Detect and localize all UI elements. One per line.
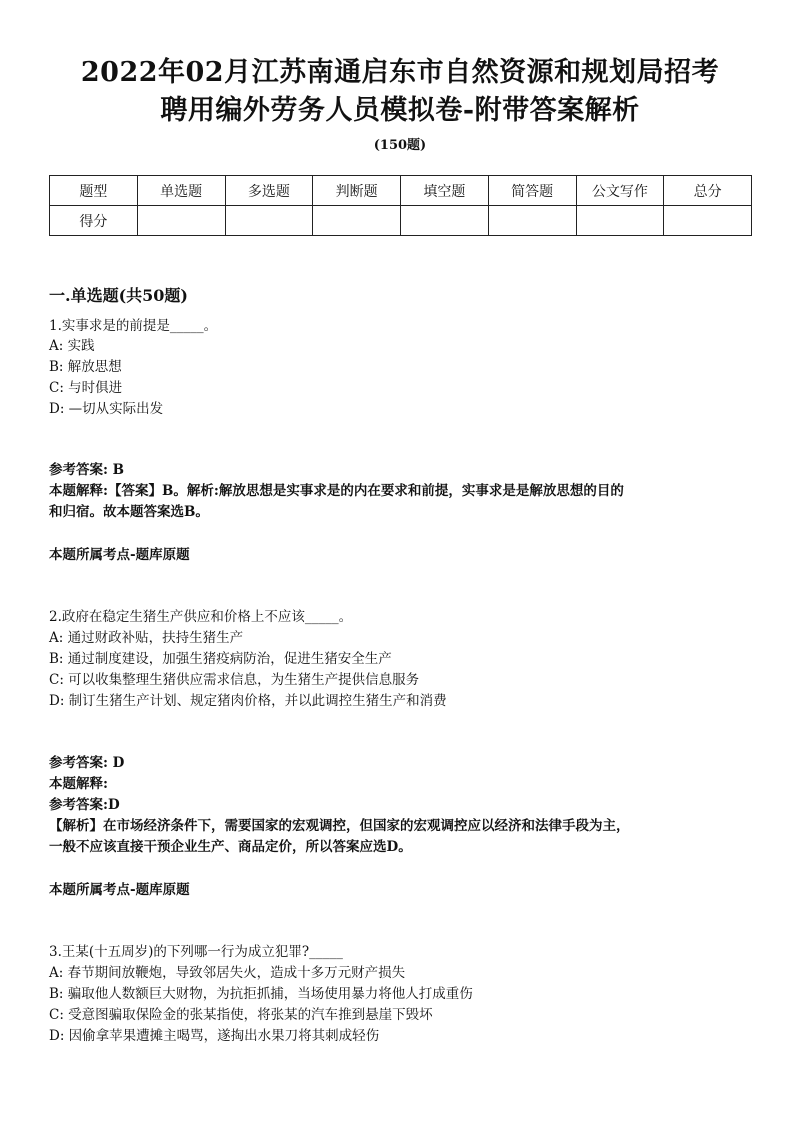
question-2-answer: 参考答案: D	[49, 755, 125, 771]
score-table-score-row	[50, 206, 752, 236]
score-table-header-row	[50, 176, 752, 206]
section-heading: 一.单选题(共50题)	[49, 286, 188, 305]
question-2-explanation: 【解析】在市场经济条件下，需要国家的宏观调控，但国家的宏观调控应以经济和法律手段为主，	[49, 818, 630, 834]
header-cell: 单选题	[137, 176, 225, 206]
header-cell: 多选题	[225, 176, 313, 206]
header-cell: 判断题	[313, 176, 401, 206]
header-cell: 公文写作	[576, 176, 664, 206]
question-2-option-c: C: 可以收集整理生猪供应需求信息，为生猪生产提供信息服务	[49, 672, 420, 688]
question-2-explanation-label: 本题解释:	[49, 776, 108, 792]
question-1-answer: 参考答案: B	[49, 462, 125, 478]
question-1-option-b: B: 解放思想	[49, 359, 122, 375]
score-cell	[225, 206, 313, 236]
question-2-answer-repeat: 参考答案:D	[49, 797, 120, 813]
question-1-option-a: A: 实践	[49, 338, 95, 354]
question-3-stem: 3.王某(十五周岁)的下列哪一行为成立犯罪?_____	[49, 944, 343, 960]
question-count: (150题)	[373, 138, 427, 153]
question-1-explanation-cont: 和归宿。故本题答案选B。	[49, 504, 209, 520]
score-cell	[576, 206, 664, 236]
header-cell: 填空题	[401, 176, 489, 206]
question-2-option-d: D: 制订生猪生产计划、规定猪肉价格，并以此调控生猪生产和消费	[49, 693, 447, 709]
page-subtitle: 聘用编外劳务人员模拟卷-附带答案解析	[160, 95, 640, 126]
question-1-explanation: 本题解释:【答案】B。解析:解放思想是实事求是的内在要求和前提，实事求是是解放思想的目的	[49, 483, 624, 499]
score-cell	[313, 206, 401, 236]
question-2-point: 本题所属考点-题库原题	[49, 882, 190, 898]
header-cell: 简答题	[488, 176, 576, 206]
score-cell	[664, 206, 752, 236]
score-table	[49, 175, 752, 236]
question-3-option-a: A: 春节期间放鞭炮，导致邻居失火，造成十多万元财产损失	[49, 965, 406, 981]
question-3-option-d: D: 因偷拿苹果遭摊主喝骂，遂掏出水果刀将其刺成轻伤	[49, 1028, 380, 1044]
question-2-option-b: B: 通过制度建设，加强生猪疫病防治，促进生猪安全生产	[49, 651, 392, 667]
score-cell	[137, 206, 225, 236]
question-3-option-c: C: 受意图骗取保险金的张某指使，将张某的汽车推到悬崖下毁坏	[49, 1007, 433, 1023]
page-title: 2022年02月江苏南通启东市自然资源和规划局招考	[80, 57, 720, 88]
question-2-option-a: A: 通过财政补贴，扶持生猪生产	[49, 630, 244, 646]
header-cell: 总分	[664, 176, 752, 206]
question-3-option-b: B: 骗取他人数额巨大财物，为抗拒抓捕，当场使用暴力将他人打成重伤	[49, 986, 473, 1002]
question-2-explanation-cont: 一般不应该直接干预企业生产、商品定价，所以答案应选D。	[49, 839, 412, 855]
question-1-option-d: D: —切从实际出发	[49, 401, 164, 417]
header-cell: 题型	[50, 176, 138, 206]
row-label-cell: 得分	[50, 206, 138, 236]
score-cell	[401, 206, 489, 236]
question-1-option-c: C: 与时俱进	[49, 380, 123, 396]
question-1-point: 本题所属考点-题库原题	[49, 547, 190, 563]
score-cell	[488, 206, 576, 236]
question-1-stem: 1.实事求是的前提是_____。	[49, 318, 218, 334]
question-2-stem: 2.政府在稳定生猪生产供应和价格上不应该_____。	[49, 609, 353, 625]
